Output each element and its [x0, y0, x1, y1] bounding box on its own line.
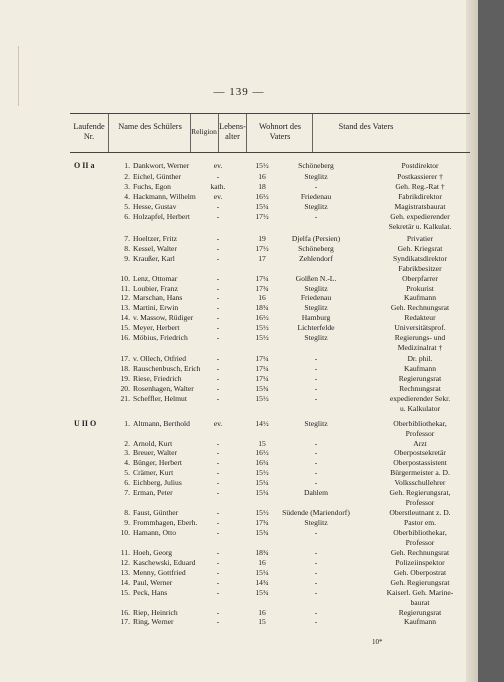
religion: -	[216, 384, 220, 393]
religion: -	[216, 608, 220, 617]
class-label: U II O	[74, 419, 97, 428]
row-number: 8.	[124, 508, 130, 517]
student-name: Meyer, Herbert	[133, 323, 180, 332]
father-residence: -	[314, 528, 318, 537]
father-occupation: Geh. Kriegsrat	[397, 244, 443, 253]
father-occupation: Rechnungsrat	[399, 384, 441, 393]
age: 17½	[255, 212, 269, 221]
row-number: 13.	[120, 568, 130, 577]
religion: -	[216, 354, 220, 363]
student-name: Marschan, Hans	[133, 293, 183, 302]
father-occupation: Fabrikdirektor	[398, 192, 442, 201]
father-residence: Steglitz	[304, 284, 328, 293]
age: 15½	[255, 508, 269, 517]
age: 15½	[255, 468, 269, 477]
religion: kath.	[210, 182, 226, 191]
father-occupation: Kaiserl. Geh. Marine-	[386, 588, 454, 597]
header-name: Name des Schülers	[118, 122, 182, 131]
student-name: Kraußer, Karl	[133, 254, 175, 263]
age: 15¾	[255, 588, 269, 597]
column-divider	[108, 114, 109, 152]
father-occupation: Dr. phil.	[407, 354, 433, 363]
student-name: Fuchs, Egon	[133, 182, 171, 191]
row-number: 6.	[124, 212, 130, 221]
father-occupation: Sekretär u. Kalkulat.	[388, 222, 452, 231]
father-occupation: Bürgermeister a. D.	[390, 468, 450, 477]
row-number: 1.	[124, 161, 130, 170]
class-label: O II a	[74, 161, 95, 170]
row-number: 16.	[120, 608, 130, 617]
student-name: Scheffler, Helmut	[133, 394, 187, 403]
father-occupation: Geh. Oberpostrat	[393, 568, 447, 577]
father-occupation: Postdirektor	[401, 161, 439, 170]
student-name: v. Ollech, Otfried	[133, 354, 187, 363]
religion: -	[216, 488, 220, 497]
father-occupation: Geh. Regierungsrat,	[389, 488, 451, 497]
father-residence: Zehlendorf	[299, 254, 333, 263]
student-name: v. Massow, Rüdiger	[133, 313, 194, 322]
age: 17¾	[255, 284, 269, 293]
religion: -	[216, 508, 220, 517]
row-number: 9.	[124, 254, 130, 263]
age: 15¾	[255, 528, 269, 537]
table-row-continuation	[60, 403, 460, 414]
row-number: 7.	[124, 488, 130, 497]
student-name: Faust, Günther	[133, 508, 179, 517]
father-residence: -	[314, 374, 318, 383]
religion: ev.	[213, 192, 223, 201]
father-residence: Schöneberg	[298, 161, 334, 170]
student-name: Breuer, Walter	[133, 448, 178, 457]
father-occupation: Oberpfarrer	[402, 274, 438, 283]
age: 15¼	[255, 568, 269, 577]
row-number: 3.	[124, 182, 130, 191]
age: 15¼	[255, 202, 269, 211]
age: 15	[258, 617, 266, 626]
student-name: Hamann, Otto	[133, 528, 177, 537]
father-residence: Djelfa (Persien)	[291, 234, 341, 243]
age: 16	[258, 558, 266, 567]
religion: -	[216, 323, 220, 332]
religion: ev.	[213, 419, 223, 428]
row-number: 14.	[120, 313, 130, 322]
student-name: Rauschenbusch, Erich	[133, 364, 201, 373]
religion: -	[216, 313, 220, 322]
father-occupation: Oberpostsekretär	[394, 448, 446, 457]
student-name: Arnold, Kurt	[133, 439, 173, 448]
father-residence: -	[314, 468, 318, 477]
header-age: Lebens-alter	[219, 122, 246, 141]
father-residence: -	[314, 548, 318, 557]
row-number: 4.	[124, 192, 130, 201]
religion: -	[216, 518, 220, 527]
age: 16¼	[255, 458, 269, 467]
father-occupation: Privatier	[406, 234, 434, 243]
father-occupation: Arzt	[413, 439, 427, 448]
row-number: 2.	[124, 439, 130, 448]
father-occupation: u. Kalkulator	[399, 404, 441, 413]
father-residence: -	[314, 608, 318, 617]
row-number: 9.	[124, 518, 130, 527]
age: 16½	[255, 448, 269, 457]
table-row	[60, 160, 460, 171]
religion: -	[216, 172, 220, 181]
father-residence: -	[314, 568, 318, 577]
row-number: 14.	[120, 578, 130, 587]
age: 15½	[255, 394, 269, 403]
father-occupation: Professor	[405, 498, 435, 507]
father-residence: Steglitz	[304, 419, 328, 428]
student-name: Paul, Werner	[133, 578, 173, 587]
father-residence: -	[314, 578, 318, 587]
religion: -	[216, 478, 220, 487]
father-occupation: Pastor em.	[403, 518, 437, 527]
religion: -	[216, 333, 220, 342]
religion: -	[216, 468, 220, 477]
age: 15½	[255, 161, 269, 170]
table-row	[60, 616, 460, 627]
row-number: 19.	[120, 374, 130, 383]
father-residence: Steglitz	[304, 518, 328, 527]
student-name: Dankwort, Werner	[133, 161, 190, 170]
father-residence: Golßen N.-L.	[295, 274, 337, 283]
age: 17¾	[255, 518, 269, 527]
father-residence: Lichterfelde	[297, 323, 335, 332]
row-number: 4.	[124, 458, 130, 467]
column-divider	[312, 114, 313, 152]
row-number: 11.	[120, 548, 130, 557]
father-residence: -	[314, 212, 318, 221]
header-occupation: Stand des Vaters	[338, 122, 394, 131]
age: 19	[258, 234, 266, 243]
row-number: 13.	[120, 303, 130, 312]
student-name: Menny, Gottfried	[133, 568, 186, 577]
row-number: 20.	[120, 384, 130, 393]
father-occupation: Medizinalrat †	[397, 343, 443, 352]
header-religion: Religion	[191, 127, 217, 136]
father-occupation: Fabrikbesitzer	[398, 264, 442, 273]
father-residence: -	[314, 478, 318, 487]
religion: -	[216, 588, 220, 597]
row-number: 17.	[120, 354, 130, 363]
father-residence: Südende (Mariendorf)	[282, 508, 350, 517]
father-residence: -	[314, 458, 318, 467]
row-number: 10.	[120, 528, 130, 537]
father-occupation: Oberstleutnant z. D.	[389, 508, 451, 517]
religion: -	[216, 274, 220, 283]
religion: -	[216, 528, 220, 537]
father-occupation: Redakteur	[404, 313, 436, 322]
father-occupation: Geh. Reg.-Rat †	[395, 182, 445, 191]
row-number: 11.	[120, 284, 130, 293]
age: 17	[258, 254, 266, 263]
father-residence: Steglitz	[304, 333, 328, 342]
religion: -	[216, 558, 220, 567]
row-number: 2.	[124, 172, 130, 181]
row-number: 7.	[124, 234, 130, 243]
row-number: 5.	[124, 202, 130, 211]
row-number: 12.	[120, 558, 130, 567]
father-occupation: Volksschullehrer	[394, 478, 446, 487]
father-residence: -	[314, 384, 318, 393]
religion: -	[216, 394, 220, 403]
father-residence: Friedenau	[300, 293, 332, 302]
row-number: 3.	[124, 448, 130, 457]
father-occupation: Oberbibliothekar,	[393, 528, 447, 537]
father-occupation: Postkassierer †	[397, 172, 443, 181]
page-number: — 139 —	[213, 86, 265, 98]
father-occupation: Oberbibliothekar,	[393, 419, 447, 428]
father-occupation: expedierender Sekr.	[389, 394, 451, 403]
student-name: Kessel, Walter	[133, 244, 177, 253]
student-name: Peck, Hans	[133, 588, 168, 597]
age: 16	[258, 172, 266, 181]
age: 15¾	[255, 384, 269, 393]
father-residence: Dahlem	[303, 488, 329, 497]
father-occupation: Regierungs- und	[394, 333, 446, 342]
student-name: Hoeh, Georg	[133, 548, 173, 557]
student-name: Riese, Friedrich	[133, 374, 182, 383]
father-occupation: Professor	[405, 429, 435, 438]
father-residence: Steglitz	[304, 172, 328, 181]
religion: -	[216, 374, 220, 383]
age: 17¼	[255, 354, 269, 363]
table-header-rule	[70, 152, 470, 153]
religion: -	[216, 458, 220, 467]
student-name: Loubier, Franz	[133, 284, 178, 293]
row-number: 5.	[124, 468, 130, 477]
table-top-rule	[70, 113, 470, 114]
father-occupation: Syndikatsdirektor	[393, 254, 447, 263]
father-residence: Hamburg	[301, 313, 331, 322]
age: 16	[258, 293, 266, 302]
religion: -	[216, 284, 220, 293]
student-name: Kaschewski, Eduard	[133, 558, 196, 567]
religion: -	[216, 439, 220, 448]
religion: ev.	[213, 161, 223, 170]
father-residence: -	[314, 558, 318, 567]
header-residence: Wohnort des Vaters	[259, 122, 301, 141]
student-name: Crämer, Kurt	[133, 468, 174, 477]
father-occupation: Geh. Rechnungsrat	[390, 548, 450, 557]
father-residence: Friedenau	[300, 192, 332, 201]
student-name: Erman, Peter	[133, 488, 173, 497]
religion: -	[216, 617, 220, 626]
religion: -	[216, 303, 220, 312]
age: 17½	[255, 244, 269, 253]
student-name: Lenz, Ottomar	[133, 274, 178, 283]
father-occupation: Kaufmann	[403, 364, 437, 373]
age: 17¼	[255, 364, 269, 373]
father-residence: -	[314, 364, 318, 373]
student-name: Riep, Heinrich	[133, 608, 178, 617]
father-occupation: baurat	[410, 598, 430, 607]
father-residence: Schöneberg	[298, 244, 334, 253]
father-occupation: Kaufmann	[403, 293, 437, 302]
father-residence: -	[314, 182, 318, 191]
age: 16	[258, 608, 266, 617]
age: 18¾	[255, 303, 269, 312]
row-number: 17.	[120, 617, 130, 626]
student-name: Holzapfel, Herbert	[133, 212, 190, 221]
father-residence: -	[314, 439, 318, 448]
row-number: 16.	[120, 333, 130, 342]
row-number: 8.	[124, 244, 130, 253]
father-occupation: Geh. expedierender	[390, 212, 450, 221]
religion: -	[216, 568, 220, 577]
student-name: Eichberg, Julius	[133, 478, 182, 487]
father-occupation: Geh. Regierungsrat	[390, 578, 450, 587]
father-occupation: Prokurist	[406, 284, 434, 293]
table-row-continuation	[60, 221, 460, 232]
age: 15½	[255, 323, 269, 332]
father-residence: -	[314, 588, 318, 597]
student-name: Bünger, Herbert	[133, 458, 183, 467]
student-name: Möbius, Friedrich	[133, 333, 188, 342]
age: 15½	[255, 333, 269, 342]
row-number: 10.	[120, 274, 130, 283]
age: 15¼	[255, 478, 269, 487]
father-occupation: Universitätsprof.	[394, 323, 446, 332]
age: 18	[258, 182, 266, 191]
row-number: 6.	[124, 478, 130, 487]
student-name: Hackmann, Wilhelm	[133, 192, 196, 201]
father-residence: -	[314, 448, 318, 457]
father-occupation: Magistratsbaurat	[394, 202, 446, 211]
row-number: 18.	[120, 364, 130, 373]
age: 18¾	[255, 548, 269, 557]
father-occupation: Polizeiinspektor	[395, 558, 445, 567]
father-occupation: Kaufmann	[403, 617, 437, 626]
father-residence: -	[314, 617, 318, 626]
student-name: Altmann, Berthold	[133, 419, 190, 428]
religion: -	[216, 548, 220, 557]
signature-mark: 10*	[372, 638, 383, 646]
student-name: Rosenhagen, Walter	[133, 384, 194, 393]
student-name: Hesse, Gustav	[133, 202, 177, 211]
row-number: 12.	[120, 293, 130, 302]
student-name: Hoeltzer, Fritz	[133, 234, 177, 243]
religion: -	[216, 448, 220, 457]
age: 15¼	[255, 488, 269, 497]
father-residence: Steglitz	[304, 303, 328, 312]
father-occupation: Geh. Rechnungsrat	[390, 303, 450, 312]
age: 16½	[255, 313, 269, 322]
religion: -	[216, 578, 220, 587]
column-divider	[246, 114, 247, 152]
age: 14½	[255, 419, 269, 428]
age: 15	[258, 439, 266, 448]
row-number: 15.	[120, 323, 130, 332]
father-occupation: Oberpostassistent	[393, 458, 447, 467]
row-number: 21.	[120, 394, 130, 403]
religion: -	[216, 202, 220, 211]
student-name: Ring, Werner	[133, 617, 174, 626]
age: 17¼	[255, 374, 269, 383]
father-residence: -	[314, 394, 318, 403]
age: 17¼	[255, 274, 269, 283]
religion: -	[216, 364, 220, 373]
student-name: Eichel, Günther	[133, 172, 182, 181]
father-occupation: Regierungsrat	[398, 608, 442, 617]
religion: -	[216, 244, 220, 253]
father-residence: Steglitz	[304, 202, 328, 211]
religion: -	[216, 234, 220, 243]
religion: -	[216, 212, 220, 221]
header-nr: Laufende Nr.	[73, 122, 105, 141]
age: 14¾	[255, 578, 269, 587]
father-occupation: Regierungsrat	[398, 374, 442, 383]
row-number: 1.	[124, 419, 130, 428]
religion: -	[216, 293, 220, 302]
row-number: 15.	[120, 588, 130, 597]
father-occupation: Professor	[405, 538, 435, 547]
table-row-continuation	[60, 342, 460, 353]
student-name: Frommhagen, Eberh.	[133, 518, 198, 527]
student-name: Martini, Erwin	[133, 303, 179, 312]
father-residence: -	[314, 354, 318, 363]
age: 16½	[255, 192, 269, 201]
religion: -	[216, 254, 220, 263]
